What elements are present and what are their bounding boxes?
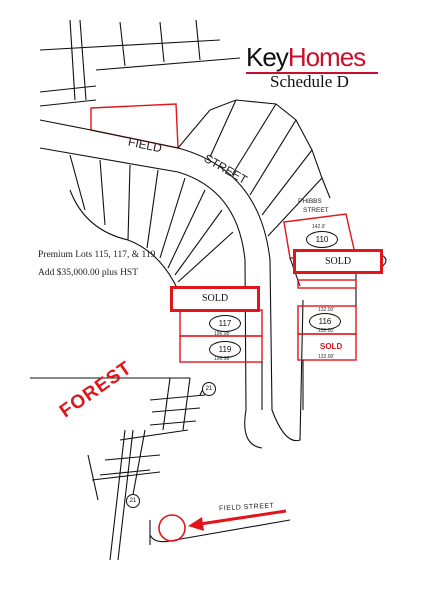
lot-line xyxy=(168,190,205,268)
highway-21-shield-north: 21 xyxy=(202,382,216,396)
field-street-label-street: STREET xyxy=(201,151,250,187)
schedule-title: Schedule D xyxy=(270,72,349,91)
lot-sold-right-label: SOLD xyxy=(320,342,343,351)
inset-road xyxy=(88,455,98,500)
lot-line xyxy=(96,58,240,70)
lot-line xyxy=(196,20,200,60)
lot-line xyxy=(175,210,222,275)
lot-sold-right-dimension: 132.00' xyxy=(318,354,335,360)
phibbs-street-label-street: STREET xyxy=(303,207,329,214)
inset-field-street-label: FIELD STREET xyxy=(218,502,275,513)
inset-road xyxy=(163,378,170,430)
lot-110-dimension: 142.9' xyxy=(312,224,326,230)
lot-line xyxy=(70,155,85,210)
inset-road xyxy=(150,395,205,400)
inset-road xyxy=(110,430,125,560)
inset-road xyxy=(105,455,160,460)
lot-line xyxy=(120,22,125,66)
inset-location-circle xyxy=(159,515,185,541)
lot-line xyxy=(100,160,105,225)
inset-road xyxy=(92,472,160,480)
lot-line xyxy=(178,232,233,282)
lot-119-dimension: 196.98' xyxy=(214,356,231,362)
sold-box-field: SOLD xyxy=(170,286,260,312)
inset-road xyxy=(132,430,145,500)
premium-price-text: Add $35,000.00 plus HST xyxy=(38,268,139,278)
inset-road xyxy=(150,421,196,425)
logo-key-text: Key xyxy=(246,42,288,72)
lot-strip-red xyxy=(298,280,356,288)
sold-box-phibbs: SOLD xyxy=(293,249,383,274)
lot-119-badge: 119 xyxy=(209,341,241,358)
lot-line xyxy=(160,178,185,258)
inset-road xyxy=(120,430,188,440)
lot-line xyxy=(128,165,130,240)
highway-21-shield-south: 21 xyxy=(126,494,140,508)
inset-field-street xyxy=(150,520,290,542)
lot-116-dimension: 132.00' xyxy=(318,307,335,313)
premium-lots-text: Premium Lots 115, 117, & 119 xyxy=(38,250,156,260)
forest-label: FOREST xyxy=(56,357,137,423)
lot-116-badge: 116 xyxy=(309,313,341,330)
lot-116-bottom-dimension: 132.00' xyxy=(318,328,335,334)
phibbs-street-label: PHIBBS xyxy=(298,198,322,205)
keyhomes-logo xyxy=(246,42,386,73)
logo-homes-text: Homes xyxy=(287,42,366,72)
lot-line xyxy=(250,120,296,195)
lot-line xyxy=(40,86,96,92)
lot-line xyxy=(262,150,312,215)
lot-line xyxy=(40,40,220,50)
lot-117-dimension: 196.98' xyxy=(214,331,231,337)
lot-117-badge: 117 xyxy=(209,315,241,332)
lot-110-badge: 110 xyxy=(306,231,338,248)
location-arrow xyxy=(188,511,286,531)
lot-line xyxy=(40,100,96,106)
lot-line xyxy=(160,22,164,62)
field-street-label-field: FIELD xyxy=(126,134,164,156)
inset-road xyxy=(152,408,200,412)
lot-line xyxy=(147,170,158,248)
lot-line xyxy=(178,110,210,148)
